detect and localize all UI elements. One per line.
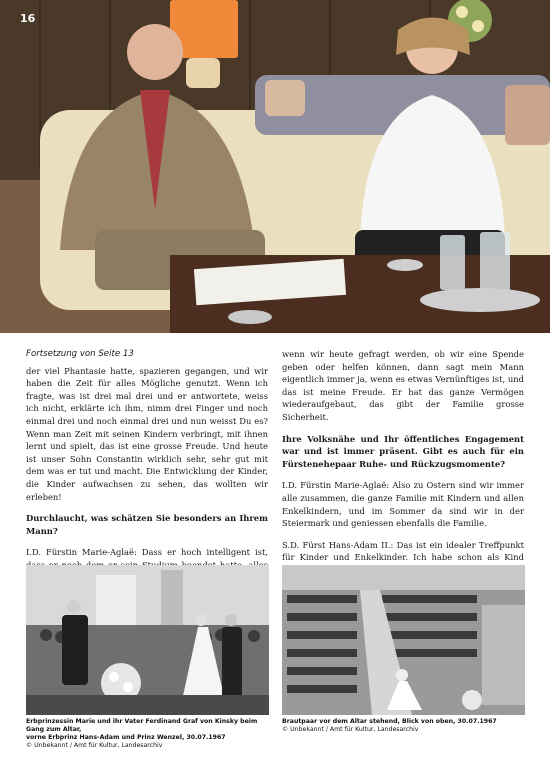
paragraph: wenn wir heute gefragt werden, ob wir eine Spende geben oder helfen können, dann sagt mein Mann eigentlich immer ja, wenn es etwas Vernünftiges ist, und das ist meine Freude. Er hat das ganze Vermögen wiederaufgebaut, das gibt der Familie grosse Sicherheit. bbox=[282, 349, 524, 422]
continuation-note: Fortsetzung von Seite 13 bbox=[26, 349, 134, 359]
paragraph: der viel Phantasie hatte, spazieren gegangen, und wir haben die Zeit für alles Mögliche genutzt. Wenn ich fragte, was ist drei mal drei und er antwortete, weiss ich nicht, erklärte ich ihm, nimm drei Finger und noch einmal drei und noch einmal drei und nun weisst Du es? Wenn man Zeit mit seinen Kindern verbringt, mit ihnen lernt und spielt, das ist eine grosse Freude. Und heute ist unser Sohn Constantin wirklich sehr, sehr gut mit dem was er tut und macht. Die Entwicklung der Kinder, die Kinder aufwachsen zu sehen, das wollten wir erleben! bbox=[26, 365, 268, 502]
caption-credit: © Unbekannt / Amt für Kultur, Landesarchiv bbox=[26, 742, 163, 749]
wedding-photo-aisle-illustration bbox=[26, 565, 269, 715]
page-number: 16 bbox=[20, 12, 36, 25]
paragraph: I.D. Fürstin Marie-Aglaë: Also zu Ostern sind wir immer alle zusammen, die ganze Familie mit Kindern und allen Enkelkindern, und im Sommer da sind wir in der Steiermark und geniessen ebenfalls die Familie. bbox=[282, 480, 524, 529]
right-column bbox=[282, 348, 524, 598]
wedding-photo-from-above-illustration bbox=[282, 565, 525, 715]
hero-photo bbox=[0, 0, 550, 333]
caption-credit: © Unbekannt / Amt für Kultur, Landesarchiv bbox=[282, 726, 419, 733]
paragraph: I.D. Fürstin Marie-Aglaë: Dass er hoch intelligent ist, bbox=[26, 547, 268, 558]
paragraph: S.D. Fürst Hans-Adam II.: Das ist ein idealer Treffpunkt für Kinder und Enkelkinder. Ich habe schon als Kind bbox=[282, 539, 524, 563]
wedding-photo-aisle bbox=[26, 565, 269, 715]
caption-line: vorne Erbprinz Hans-Adam und Prinz Wenzel, 30.07.1967 bbox=[26, 734, 226, 741]
interview-question: Ihre Volksnähe und Ihr öffentliches Engagement war und ist immer präsent. Gibt es auch für ein Fürstenehepaar Ruhe- und Rückzugsmomente? bbox=[282, 433, 524, 469]
interview-question: Durchlaucht, was schätzen Sie besonders an Ihrem Mann? bbox=[26, 513, 268, 536]
wedding-photo-from-above bbox=[282, 565, 525, 715]
caption-line: Erbprinzessin Marie und ihr Vater Ferdinand Graf von Kinsky beim Gang zum Altar, bbox=[26, 718, 258, 733]
caption-line: Brautpaar vor dem Altar stehend, Blick von oben, 30.07.1967 bbox=[282, 718, 497, 725]
right-photo-caption bbox=[282, 718, 532, 734]
left-photo-caption bbox=[26, 718, 276, 750]
hero-photo-illustration bbox=[0, 0, 550, 333]
